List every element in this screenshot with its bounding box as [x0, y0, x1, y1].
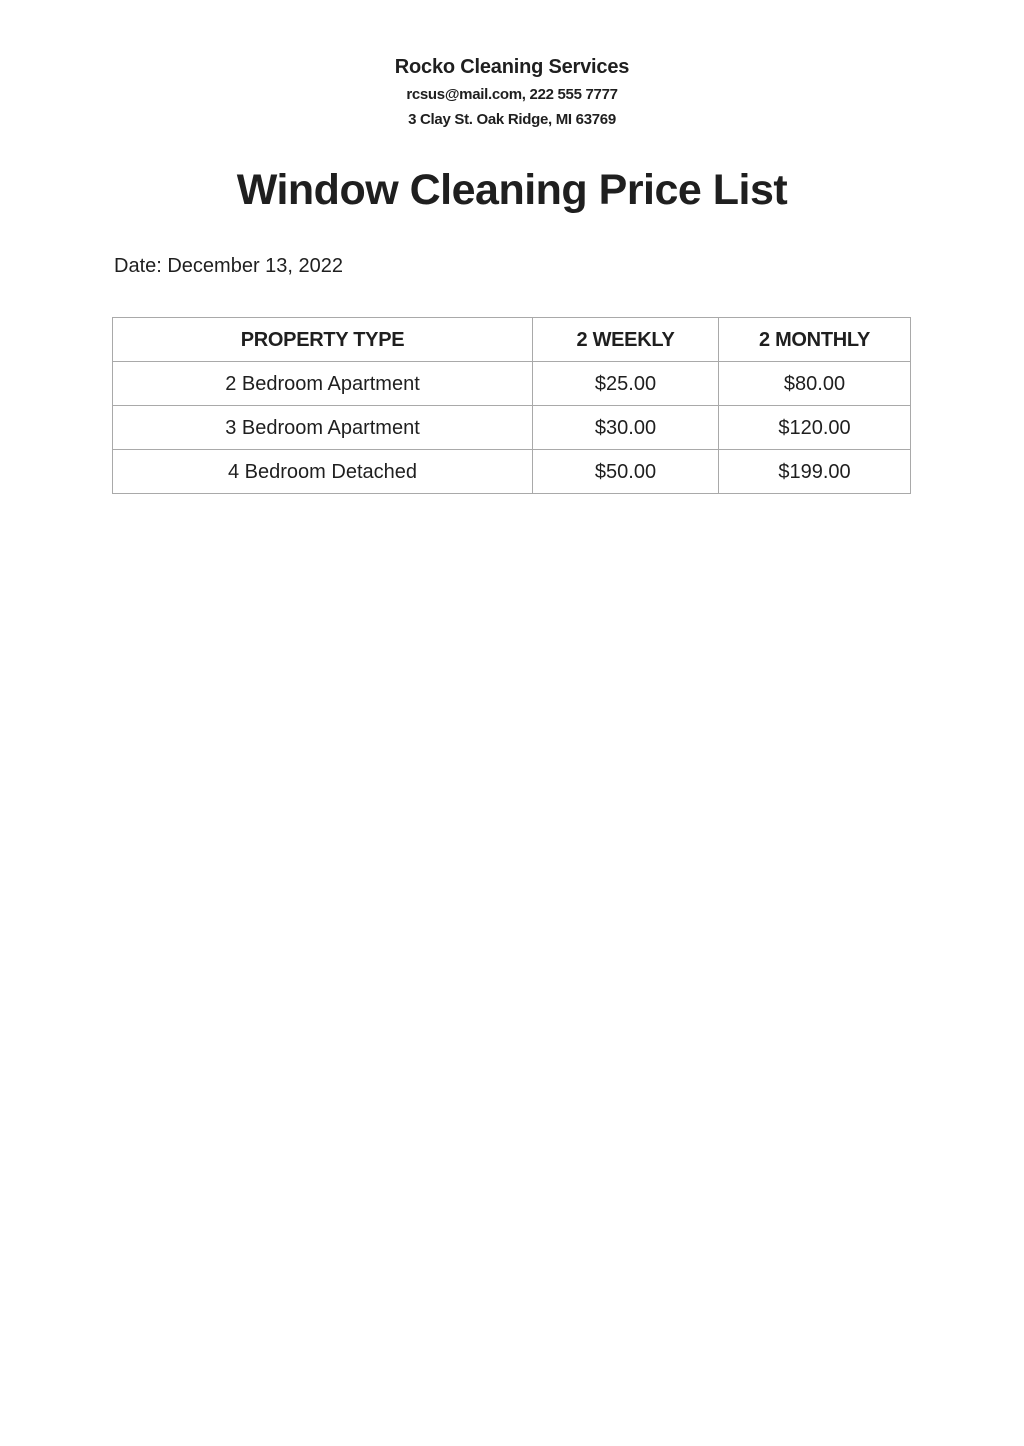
property-type-cell: 2 Bedroom Apartment — [113, 362, 533, 406]
company-name: Rocko Cleaning Services — [394, 56, 630, 78]
column-header-2-weekly: 2 WEEKLY — [533, 318, 719, 362]
column-header-property-type: PROPERTY TYPE — [113, 318, 533, 362]
monthly-price-cell: $120.00 — [719, 406, 911, 450]
weekly-price-cell: $30.00 — [533, 406, 719, 450]
page-title: Window Cleaning Price List — [236, 166, 788, 214]
document-date: Date: December 13, 2022 — [114, 255, 344, 277]
table-row — [113, 450, 911, 494]
table-header-row — [113, 318, 911, 362]
property-type-cell: 4 Bedroom Detached — [113, 450, 533, 494]
weekly-price-cell: $25.00 — [533, 362, 719, 406]
table-row — [113, 362, 911, 406]
monthly-price-cell: $199.00 — [719, 450, 911, 494]
property-type-cell: 3 Bedroom Apartment — [113, 406, 533, 450]
price-table — [112, 317, 911, 494]
company-address: 3 Clay St. Oak Ridge, MI 63769 — [408, 111, 616, 128]
company-contact: rcsus@mail.com, 222 555 7777 — [406, 86, 618, 103]
column-header-2-monthly: 2 MONTHLY — [719, 318, 911, 362]
table-row — [113, 406, 911, 450]
weekly-price-cell: $50.00 — [533, 450, 719, 494]
monthly-price-cell: $80.00 — [719, 362, 911, 406]
